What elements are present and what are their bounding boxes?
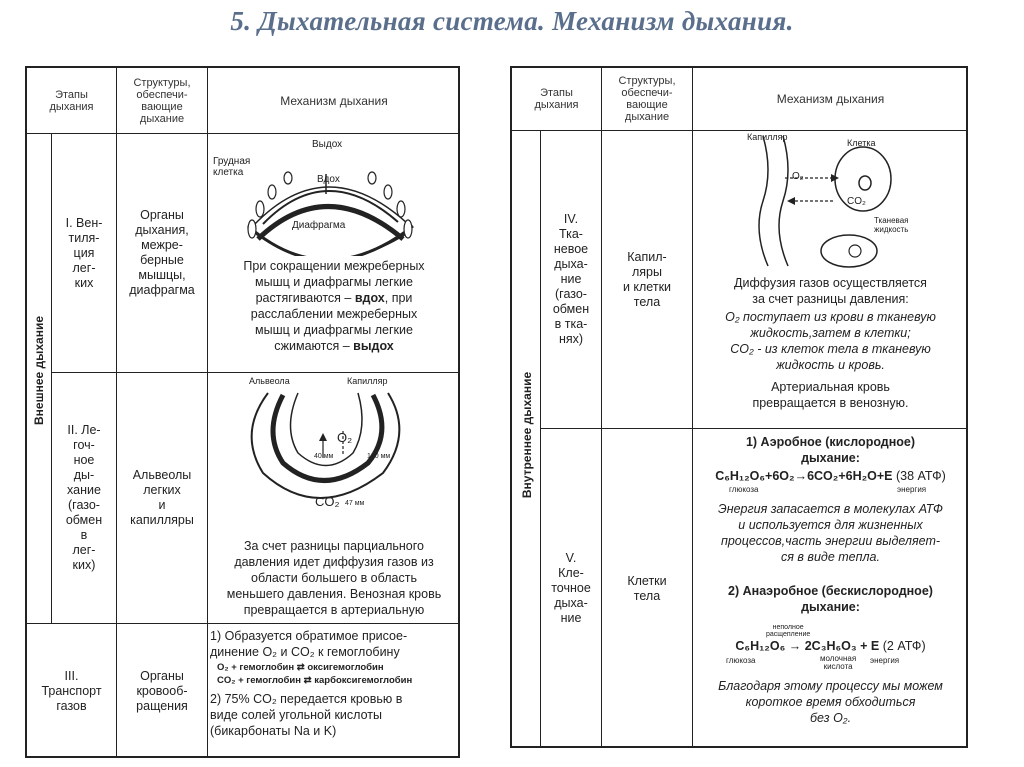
anaerobic-title: 2) Анаэробное (бескислородное) дыхание: bbox=[728, 584, 933, 614]
mechanism-ventilation: При сокращении межреберных мышц и диафрагмы легкие растягиваются – вдох, при расслаблении межреберных мышц и диафрагмы легкие сжимаются – выдох bbox=[243, 259, 425, 353]
label-cell: Клетка bbox=[847, 138, 876, 148]
anaerobic-arrow-note: неполное расщепление bbox=[766, 624, 811, 638]
alveola-diagram bbox=[208, 373, 460, 513]
page-title: 5. Дыхательная система. Механизм дыхания. bbox=[230, 6, 794, 36]
stage-pulmonary: II. Ле- гоч- ное ды- хание (газо- обмен в лег- ких) bbox=[65, 423, 103, 572]
label-co2-alveola: CO₂ bbox=[315, 494, 340, 509]
transport-eq-co2: CO₂ + гемоглобин ⇄ карбоксигемоглобин bbox=[217, 675, 413, 686]
header-mechanism-right: Механизм дыхания bbox=[776, 92, 885, 106]
header-mechanism: Механизм дыхания bbox=[280, 93, 388, 108]
header-stages-right: Этапы дыхания bbox=[534, 87, 579, 111]
anaerobic-glucose-label: глюкоза bbox=[726, 656, 756, 665]
breathing-diagram bbox=[208, 134, 460, 256]
label-pressure-100: 100 мм bbox=[367, 453, 391, 460]
tissue-mechanism-1: Диффузия газов осуществляется за счет разницы давления: bbox=[734, 276, 927, 306]
stage-tissue: IV. Тка- невое дыха- ние (газо- обмен в тка- нях) bbox=[552, 212, 590, 346]
anaerobic-text: Благодаря этому процессу мы можем короткое время обходиться без O₂. bbox=[718, 679, 943, 725]
header-structures-right: Структуры, обеспечи- вающие дыхание bbox=[618, 75, 676, 123]
structures-transport: Органы кровооб- ращения bbox=[136, 668, 188, 713]
aerobic-equation: C₆H₁₂O₆+6O₂→6CO₂+6H₂O+E (38 АТФ) bbox=[715, 469, 946, 483]
label-diaphragm: Диафрагма bbox=[292, 220, 346, 231]
group-label-external: Внешнее дыхание bbox=[32, 315, 46, 425]
aerobic-energy-label: энергия bbox=[897, 485, 927, 494]
header-stages: Этапы дыхания bbox=[49, 88, 94, 113]
label-capillary-tissue: Капилляр bbox=[747, 132, 788, 142]
anaerobic-acid-label: молочная кислота bbox=[820, 654, 857, 671]
tissue-diagram bbox=[693, 131, 968, 269]
header-structures: Структуры, обеспечи- вающие дыхание bbox=[133, 76, 191, 125]
structures-pulmonary: Альвеолы легких и капилляры bbox=[130, 468, 194, 527]
transport-point-2: 2) 75% CO₂ передается кровью в виде солей угольной кислоты (бикарбонаты Na и K) bbox=[210, 692, 403, 738]
structures-tissue: Капил- ляры и клетки тела bbox=[622, 249, 672, 309]
left-table bbox=[25, 66, 460, 758]
mechanism-pulmonary: За счет разницы парциального давления идет диффузия газов из области большего в область меньшего давления. Венозная кровь превращается в артериальную bbox=[226, 539, 442, 617]
label-co2-tissue: CO₂ bbox=[847, 196, 866, 207]
label-pressure-40: 40 мм bbox=[314, 453, 334, 460]
transport-point-1: 1) Образуется обратимое присое- динение O₂ и CO₂ к гемоглобину bbox=[210, 629, 408, 659]
label-vydoh: Выдох bbox=[312, 139, 343, 150]
label-alveola: Альвеола bbox=[249, 376, 290, 386]
stage-cellular: V. Кле- точное дыха- ние bbox=[551, 551, 591, 625]
stage-ventilation: I. Вен- тиля- ция лег- ких bbox=[65, 215, 103, 290]
label-o2-alveola: O₂ bbox=[337, 430, 353, 445]
label-capillary: Капилляр bbox=[347, 376, 388, 386]
structures-ventilation: Органы дыхания, межре- берные мышцы, диафрагма bbox=[129, 208, 195, 297]
right-table bbox=[510, 66, 968, 748]
aerobic-title: 1) Аэробное (кислородное) дыхание: bbox=[745, 435, 916, 465]
label-o2-tissue: O₂ bbox=[792, 171, 804, 182]
structures-cellular: Клетки тела bbox=[627, 573, 667, 603]
tissue-mechanism-2: O₂ поступает из крови в тканевую жидкость,затем в клетки; CO₂ - из клеток тела в тканевую жидкость и кровь. bbox=[725, 310, 936, 372]
label-pressure-47: 47 мм bbox=[345, 500, 365, 507]
anaerobic-equation: C₆H₁₂O₆ → 2C₃H₆O₃ + E (2 АТФ) bbox=[735, 639, 926, 653]
transport-eq-o2: O₂ + гемоглобин ⇄ оксигемоглобин bbox=[217, 662, 384, 673]
label-tissue-fluid: Тканевая жидкость bbox=[874, 216, 909, 234]
group-label-internal: Внутреннее дыхание bbox=[520, 371, 534, 499]
stage-transport: III. Транспорт газов bbox=[41, 668, 102, 713]
tissue-mechanism-3: Артериальная кровь превращается в венозную. bbox=[752, 380, 909, 410]
anaerobic-energy-label: энергия bbox=[870, 656, 900, 665]
label-chest: Грудная клетка bbox=[213, 156, 251, 178]
aerobic-glucose-label: глюкоза bbox=[729, 485, 759, 494]
label-vdoh: Вдох bbox=[317, 174, 340, 185]
aerobic-text: Энергия запасается в молекулах АТФ и используется для жизненных процессов,часть энергии выделяет- ся в виде тепла. bbox=[718, 502, 943, 564]
